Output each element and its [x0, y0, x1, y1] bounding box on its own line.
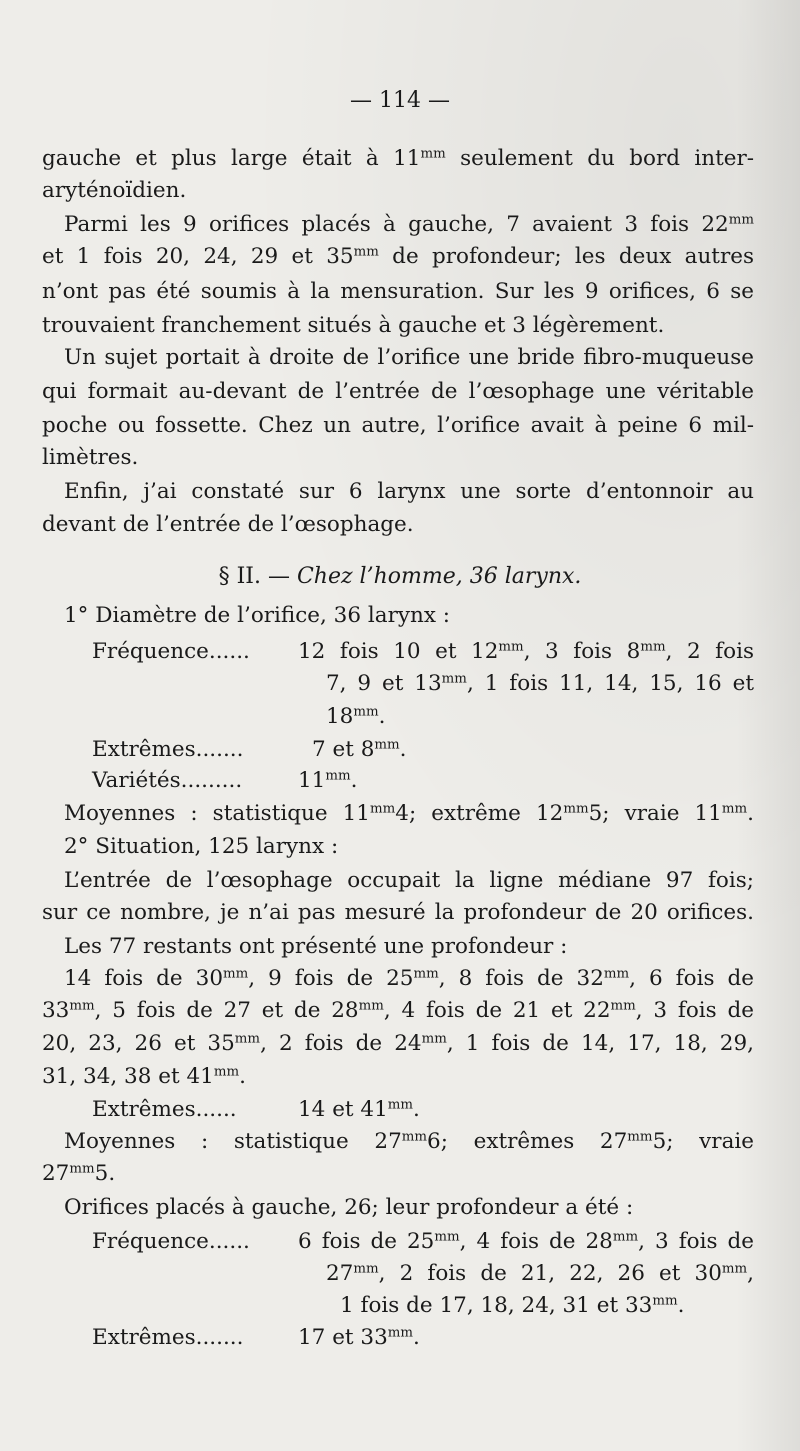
text-run: seulement du bord inter-	[445, 146, 755, 171]
text-line	[326, 1263, 754, 1285]
text-run: 4; extrême 12	[395, 801, 564, 826]
unit-superscript: mm	[213, 1064, 240, 1080]
unit-superscript: mm	[434, 1229, 460, 1245]
text-run: .	[677, 1293, 685, 1318]
text-line: L’entrée de l’œsophage occupait la ligne médiane 97 fois;	[64, 868, 754, 893]
text-run: 12 fois 10 et 12	[298, 639, 499, 664]
text-run: .	[350, 768, 358, 793]
label-extremes: Extrêmes.......	[92, 1325, 244, 1350]
text-run: , 2 fois de 21, 22, 26 et 30	[378, 1261, 722, 1286]
text-line	[42, 148, 754, 170]
unit-superscript: mm	[612, 1229, 639, 1245]
text-line: qui formait au-devant de l’entrée de l’œsophage une véritable	[42, 379, 754, 404]
text-run: , 8 fois de 32	[438, 966, 604, 991]
unit-superscript: mm	[387, 1097, 414, 1113]
text-run: .	[747, 801, 754, 826]
text-line	[42, 1000, 754, 1022]
unit-superscript: mm	[610, 998, 636, 1014]
text-line	[64, 803, 754, 825]
text-run: , 4 fois de 28	[459, 1229, 613, 1254]
text-line: limètres.	[42, 445, 139, 470]
text-run: , 5 fois de 27 et de 28	[94, 998, 359, 1023]
text-line	[326, 706, 385, 728]
text-line	[64, 968, 754, 990]
text-run: et 1 fois 20, 24, 29 et 35	[42, 244, 354, 269]
text-run: 5.	[94, 1161, 116, 1186]
text-run: 5; vraie 11	[588, 801, 722, 826]
unit-superscript: mm	[358, 998, 384, 1014]
unit-superscript: mm	[603, 966, 630, 982]
text-run: , 2 fois	[665, 639, 754, 664]
unit-superscript: mm	[652, 1293, 678, 1309]
text-run: 14 fois de 30	[64, 966, 224, 991]
unit-superscript: mm	[420, 146, 446, 162]
unit-superscript: mm	[627, 1129, 653, 1145]
text-line	[42, 1066, 246, 1088]
unit-superscript: mm	[353, 244, 379, 260]
unit-superscript: mm	[353, 704, 379, 720]
page-number: — 114 —	[350, 88, 450, 113]
text-run: .	[239, 1064, 246, 1089]
unit-superscript: mm	[234, 1031, 261, 1047]
text-run: 27	[326, 1261, 354, 1286]
text-run: 27	[42, 1161, 70, 1186]
text-run: , 3 fois 8	[523, 639, 641, 664]
section-title: Chez l’homme, 36 larynx.	[296, 564, 582, 589]
text-run: 17 et 33	[298, 1325, 388, 1350]
section-prefix: § II. —	[218, 564, 297, 589]
text-run: , 4 fois de 21 et 22	[383, 998, 611, 1023]
text-run: de profondeur; les deux autres	[378, 244, 754, 269]
unit-superscript: mm	[353, 1261, 379, 1277]
text-line: n’ont pas été soumis à la mensuration. Sur les 9 orifices, 6 se	[42, 279, 754, 304]
text-line	[42, 246, 754, 268]
unit-superscript: mm	[69, 1161, 95, 1177]
text-run: 7 et 8	[312, 737, 375, 762]
text-run: 18	[326, 704, 354, 729]
label-extremes: Extrêmes.......	[92, 737, 244, 762]
text-run: Parmi les 9 orifices placés à gauche, 7 avaient 3 fois 22	[64, 212, 729, 237]
unit-superscript: mm	[498, 639, 524, 655]
unit-superscript: mm	[223, 966, 249, 982]
text-line	[42, 1033, 754, 1055]
unit-superscript: mm	[640, 639, 666, 655]
text-run: .	[378, 704, 386, 729]
unit-superscript: mm	[721, 1261, 748, 1277]
unit-superscript: mm	[325, 768, 351, 784]
text-line	[298, 1327, 420, 1349]
text-line: Un sujet portait à droite de l’orifice une bride fibro-muqueuse	[64, 345, 754, 370]
label-varietes: Variétés.........	[92, 768, 243, 793]
unit-superscript: mm	[441, 671, 467, 687]
unit-superscript: mm	[69, 998, 95, 1014]
text-line	[298, 770, 357, 792]
text-run: 5; vraie	[652, 1129, 754, 1154]
section-heading	[0, 564, 800, 589]
label-frequence: Fréquence......	[92, 1229, 250, 1254]
text-run: , 1 fois 11, 14, 15, 16 et	[466, 671, 754, 696]
text-line: Orifices placés à gauche, 26; leur profondeur a été :	[64, 1195, 634, 1220]
text-run: ,	[747, 1261, 754, 1286]
label-frequence: Fréquence......	[92, 639, 250, 664]
text-run: 6 fois de 25	[298, 1229, 435, 1254]
unit-superscript: mm	[401, 1129, 428, 1145]
text-run: , 2 fois de 24	[260, 1031, 422, 1056]
text-run: .	[399, 737, 407, 762]
text-line: Les 77 restants ont présenté une profondeur :	[64, 934, 568, 959]
label-extremes: Extrêmes......	[92, 1097, 237, 1122]
text-run: 7, 9 et 13	[326, 671, 442, 696]
text-run: 31, 34, 38 et 41	[42, 1064, 214, 1089]
unit-superscript: mm	[374, 737, 400, 753]
text-run: Moyennes : statistique 27	[64, 1129, 402, 1154]
unit-superscript: mm	[421, 1031, 447, 1047]
text-run: 14 et 41	[298, 1097, 388, 1122]
text-run: , 1 fois de 14, 17, 18, 29,	[446, 1031, 754, 1056]
text-run: , 3 fois de	[638, 1229, 754, 1254]
text-run: 1 fois de 17, 18, 24, 31 et 33	[340, 1293, 653, 1318]
text-run: , 6 fois de	[629, 966, 754, 991]
text-line	[298, 1231, 754, 1253]
text-line	[42, 1163, 115, 1185]
unit-superscript: mm	[370, 801, 396, 817]
text-line: Enfin, j’ai constaté sur 6 larynx une sorte d’entonnoir au	[64, 479, 754, 504]
text-run: 11	[298, 768, 326, 793]
text-line: aryténoïdien.	[42, 178, 187, 203]
text-line	[298, 1099, 420, 1121]
subsection-heading: 1° Diamètre de l’orifice, 36 larynx :	[64, 603, 451, 628]
unit-superscript: mm	[413, 966, 439, 982]
subsection-heading: 2° Situation, 125 larynx :	[64, 834, 339, 859]
text-run: 20, 23, 26 et 35	[42, 1031, 235, 1056]
unit-superscript: mm	[387, 1325, 414, 1341]
text-line: devant de l’entrée de l’œsophage.	[42, 512, 414, 537]
text-run: .	[413, 1097, 420, 1122]
text-line	[298, 641, 754, 663]
text-run: Moyennes : statistique 11	[64, 801, 370, 826]
text-run: 33	[42, 998, 70, 1023]
text-run: 6; extrêmes 27	[427, 1129, 628, 1154]
unit-superscript: mm	[563, 801, 589, 817]
unit-superscript: mm	[721, 801, 748, 817]
text-run: .	[413, 1325, 420, 1350]
text-run: , 3 fois de	[635, 998, 754, 1023]
text-line	[326, 673, 754, 695]
text-line	[312, 739, 407, 761]
text-line: sur ce nombre, je n’ai pas mesuré la profondeur de 20 orifices.	[42, 900, 754, 925]
text-line: poche ou fossette. Chez un autre, l’orifice avait à peine 6 mil-	[42, 413, 754, 438]
text-run: gauche et plus large était à 11	[42, 146, 421, 171]
text-run: , 9 fois de 25	[248, 966, 414, 991]
text-line: trouvaient franchement situés à gauche et 3 légèrement.	[42, 313, 665, 338]
text-line	[64, 214, 754, 236]
text-line	[340, 1295, 684, 1317]
unit-superscript: mm	[728, 212, 754, 228]
text-line	[64, 1131, 754, 1153]
